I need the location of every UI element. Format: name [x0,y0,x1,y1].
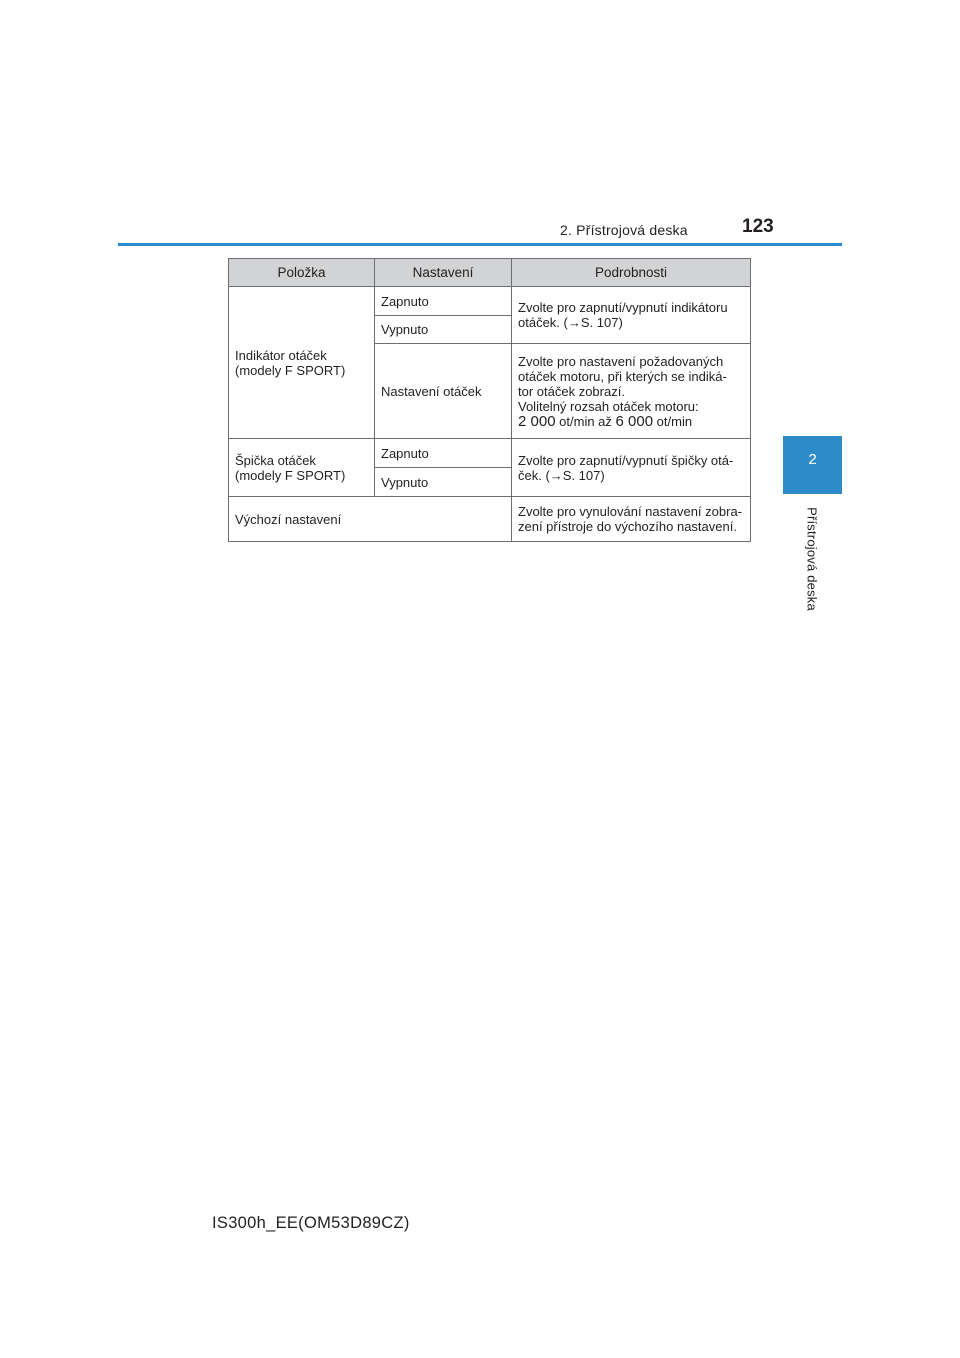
table-row [229,439,751,468]
column-header-item: Položka [229,259,375,287]
detail-rpm-indicator-toggle: Zvolte pro zapnutí/vypnutí indikátoru otáček. (→S. 107) [512,287,751,344]
column-header-setting: Nastavení [375,259,512,287]
detail-rpm-value: Zvolte pro nastavení požadovaných otáček motoru, při kterých se indiká- tor otáček zobrazí. Volitelný rozsah otáček motoru: 2 000 ot/min až 6 000 ot/min [512,344,751,439]
item-default-settings: Výchozí nastavení [229,497,512,542]
setting-rpm-peak-on: Zapnuto [375,439,512,468]
table-row [229,497,751,542]
header-rule [118,243,842,246]
table-row [229,287,751,316]
setting-rpm-value: Nastavení otáček [375,344,512,439]
chapter-tab[interactable] [783,436,842,494]
settings-table [228,258,751,542]
setting-rpm-indicator-off: Vypnuto [375,316,512,344]
setting-rpm-indicator-on: Zapnuto [375,287,512,316]
chapter-number: 2 [808,451,817,468]
setting-rpm-peak-off: Vypnuto [375,468,512,497]
column-header-details: Podrobnosti [512,259,751,287]
detail-rpm-peak-toggle: Zvolte pro zapnutí/vypnutí špičky otá- ček. (→S. 107) [512,439,751,497]
item-rpm-peak: Špička otáček (modely F SPORT) [229,439,375,497]
rpm-range: 2 000 ot/min až 6 000 ot/min [518,412,693,430]
document-code: IS300h_EE(OM53D89CZ) [212,1214,410,1232]
page-number: 123 [742,216,774,237]
detail-default-settings: Zvolte pro vynulování nastavení zobra- zení přístroje do výchozího nastavení. [512,497,751,542]
item-rpm-indicator: Indikátor otáček (modely F SPORT) [229,287,375,439]
section-title: 2. Přístrojová deska [560,222,688,238]
chapter-label: Přístrojová deska [804,507,820,611]
table-header-row [229,259,751,287]
